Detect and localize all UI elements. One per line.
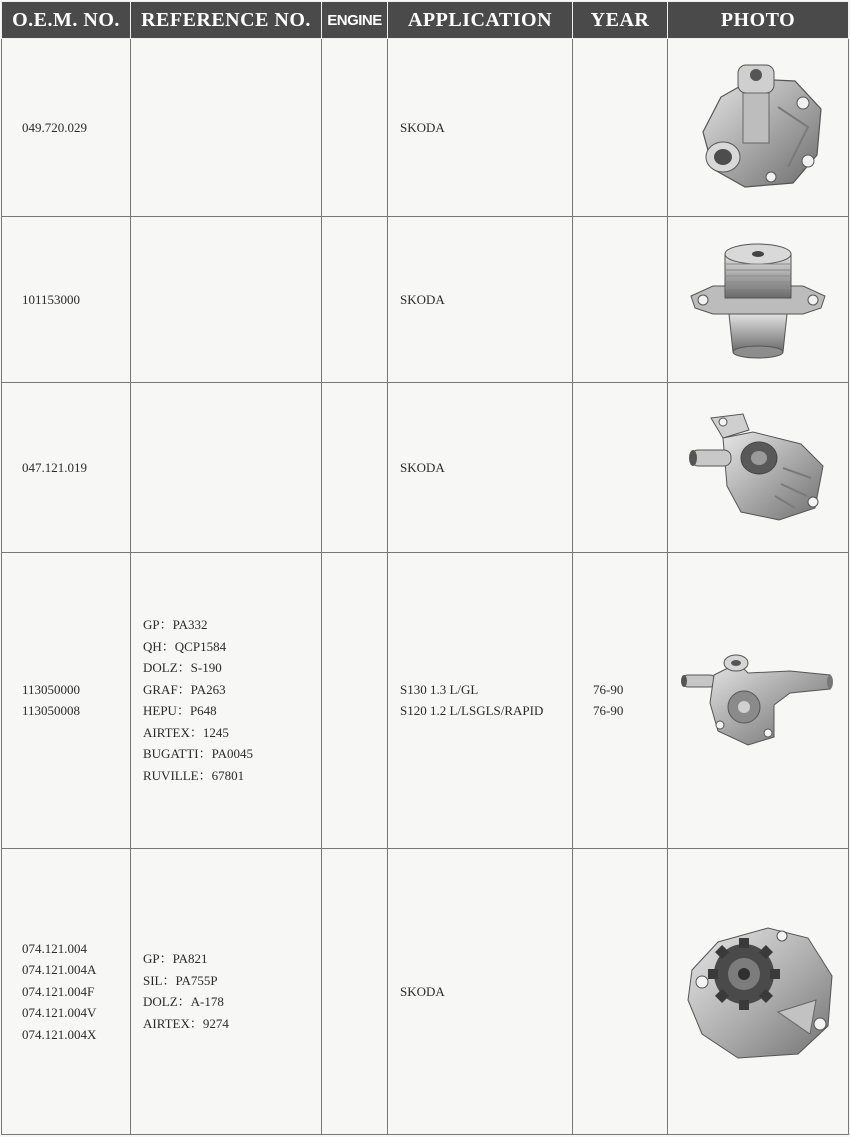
application-text: SKODA <box>400 459 445 475</box>
oem-number: 101153000 <box>22 291 81 307</box>
application-text: SKODA <box>400 983 445 999</box>
reference-entry: DOLZ：S-190 <box>143 660 222 676</box>
header-reference-no: REFERENCE NO. <box>131 2 322 39</box>
application-text: SKODA <box>400 119 445 135</box>
water-pump-with-pipe-outlet-image <box>683 408 833 528</box>
water-pump-gear-wheel-image <box>678 916 838 1066</box>
application-cell <box>388 383 573 553</box>
reference-entry: GRAF：PA263 <box>143 681 226 697</box>
oem-cell <box>2 848 131 1134</box>
oem-number: 074.121.004 <box>22 940 87 956</box>
application-cell <box>388 39 573 217</box>
reference-entry: SIL：PA755P <box>143 972 218 988</box>
engine-cell <box>322 39 388 217</box>
oem-cell <box>2 552 131 848</box>
header-oem-no: O.E.M. NO. <box>2 2 131 39</box>
reference-entry: HEPU：P648 <box>143 703 217 719</box>
header-row <box>2 2 849 39</box>
oem-number: 049.720.029 <box>22 119 87 135</box>
application-cell <box>388 848 573 1134</box>
year-cell <box>573 552 668 848</box>
application-cell <box>388 216 573 383</box>
year-cell <box>573 216 668 383</box>
photo-cell <box>668 216 849 383</box>
reference-entry: AIRTEX：1245 <box>143 724 229 740</box>
reference-entry: BUGATTI：PA0045 <box>143 746 254 762</box>
oem-number: 074.121.004A <box>22 962 97 978</box>
year-cell <box>573 383 668 553</box>
application-text: S120 1.2 L/LSGLS/RAPID <box>400 703 544 719</box>
oem-number: 074.121.004F <box>22 983 95 999</box>
oem-number: 113050008 <box>22 703 81 719</box>
reference-entry: DOLZ：A-178 <box>143 994 224 1010</box>
reference-entry: GP：PA821 <box>143 951 208 967</box>
photo-cell <box>668 848 849 1134</box>
table-row <box>2 216 849 383</box>
application-text: SKODA <box>400 291 445 307</box>
reference-entry: GP：PA332 <box>143 617 208 633</box>
reference-entry: AIRTEX：9274 <box>143 1015 229 1031</box>
table-row <box>2 383 849 553</box>
reference-cell <box>131 383 322 553</box>
photo-cell <box>668 383 849 553</box>
reference-entry: QH：QCP1584 <box>143 638 227 654</box>
application-text: S130 1.3 L/GL <box>400 681 479 697</box>
oem-cell <box>2 39 131 217</box>
reference-cell <box>131 552 322 848</box>
engine-cell <box>322 552 388 848</box>
water-pump-aluminium-housing-image <box>683 57 833 197</box>
oem-cell <box>2 383 131 553</box>
photo-cell <box>668 552 849 848</box>
year-range: 76-90 <box>593 681 624 697</box>
year-range: 76-90 <box>593 703 624 719</box>
table-row <box>2 848 849 1134</box>
water-pump-toothed-pulley-image <box>683 234 833 364</box>
engine-cell <box>322 383 388 553</box>
oem-number: 074.121.004V <box>22 1005 97 1021</box>
oem-number: 047.121.019 <box>22 459 87 475</box>
reference-cell <box>131 216 322 383</box>
year-cell <box>573 39 668 217</box>
engine-cell <box>322 216 388 383</box>
oem-number: 074.121.004X <box>22 1026 97 1042</box>
header-year: YEAR <box>573 2 668 39</box>
oem-cell <box>2 216 131 383</box>
water-pump-with-long-outlet-pipe-image <box>678 645 838 755</box>
engine-cell <box>322 848 388 1134</box>
header-engine: ENGINE <box>322 2 388 39</box>
header-application: APPLICATION <box>388 2 573 39</box>
header-photo: PHOTO <box>668 2 849 39</box>
oem-number: 113050000 <box>22 681 81 697</box>
reference-entry: RUVILLE：67801 <box>143 767 245 783</box>
table-row <box>2 552 849 848</box>
reference-cell <box>131 39 322 217</box>
application-cell <box>388 552 573 848</box>
parts-catalog-table <box>1 1 849 1135</box>
year-cell <box>573 848 668 1134</box>
photo-cell <box>668 39 849 217</box>
table-row <box>2 39 849 217</box>
reference-cell <box>131 848 322 1134</box>
